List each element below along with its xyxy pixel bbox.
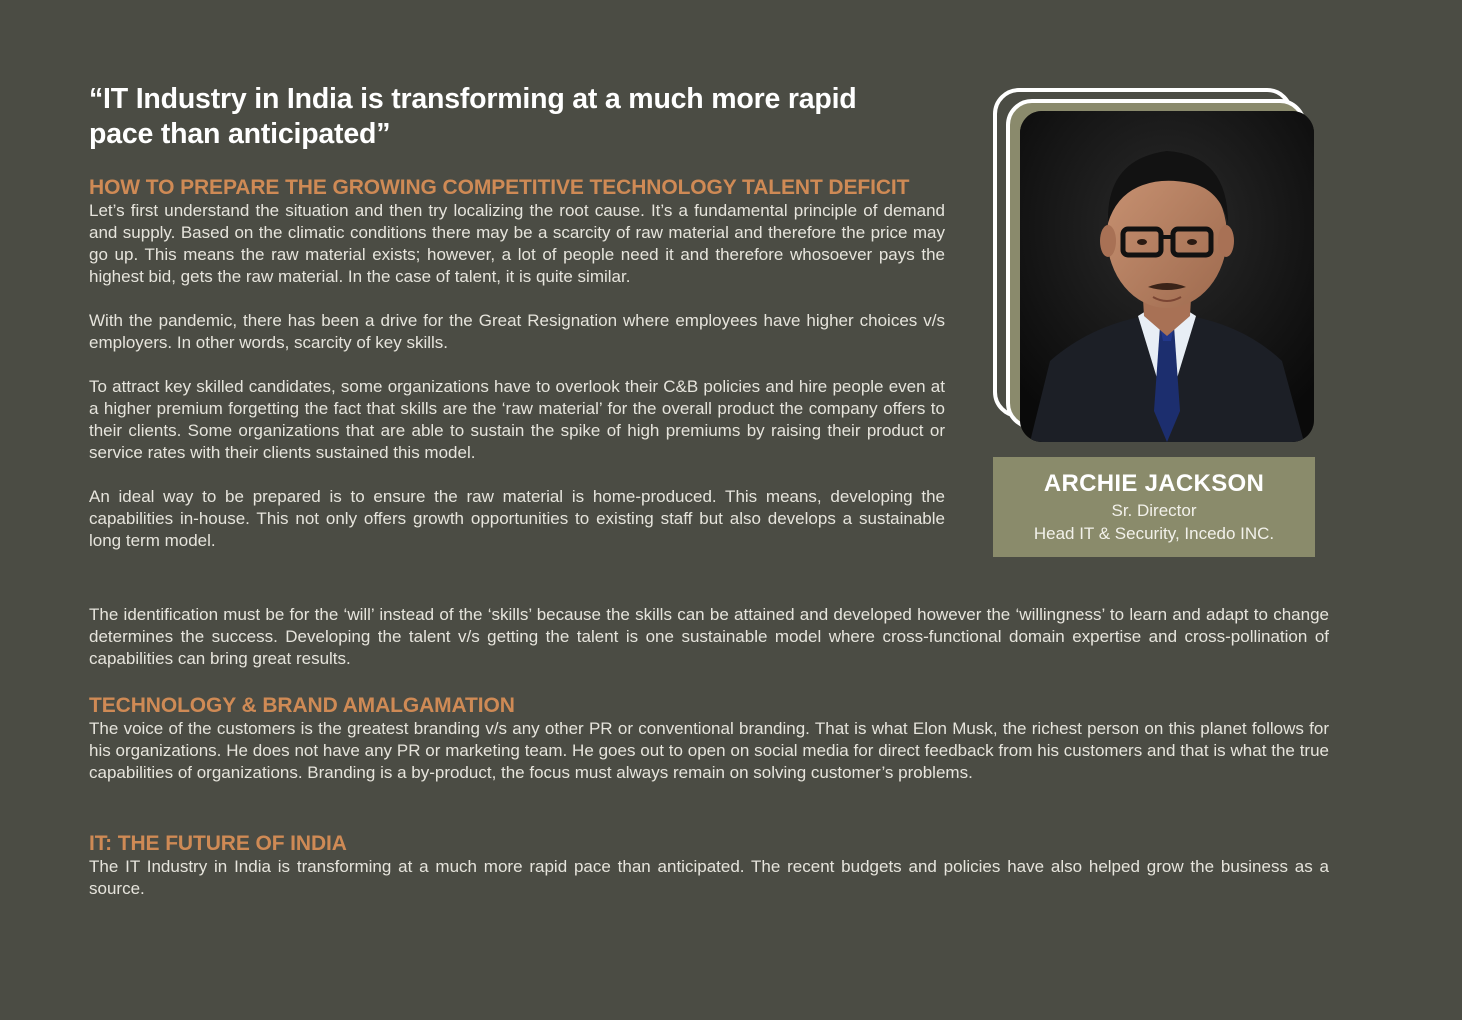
paragraph: The voice of the customers is the greatest branding v/s any other PR or conventional branding. That is what Elon Musk, the richest person on this planet follows for his organizations. He does not have any PR or marketing team. He goes out to open on social media for direct feedback from his customers and that is what the true capabilities of organizations. Branding is a by-product, the focus must always remain on solving customer’s problems. (89, 719, 1329, 782)
paragraph: The identification must be for the ‘will’ instead of the ‘skills’ because the skills can be attained and developed however the ‘willingness’ to learn and adapt to change determines the success. Developing the talent v/s getting the talent is one sustainable model where cross-functional domain expertise and cross-pollination of capabilities can bring great results. (89, 605, 1329, 668)
paragraph: An ideal way to be prepared is to ensure the raw material is home-produced. This means, developing the capabilities in-house. This not only offers growth opportunities to existing staff but also develops a sustainable long term model. (89, 487, 945, 550)
section-heading-future: IT: THE FUTURE OF INDIA (89, 832, 347, 855)
section-heading-talent: HOW TO PREPARE THE GROWING COMPETITIVE TECHNOLOGY TALENT DEFICIT (89, 176, 910, 199)
section-heading-brand: TECHNOLOGY & BRAND AMALGAMATION (89, 694, 515, 717)
profile-title: Sr. Director (1111, 501, 1197, 520)
paragraph: With the pandemic, there has been a drive for the Great Resignation where employees have higher choices v/s employers. In other words, scarcity of key skills. (89, 311, 945, 352)
pull-quote: “IT Industry in India is transforming at a much more rapid pace than anticipated” (89, 83, 857, 150)
profile-name: ARCHIE JACKSON (1043, 470, 1265, 497)
paragraph: Let’s first understand the situation and then try localizing the root cause. It’s a fundamental principle of demand and supply. Based on the climatic conditions there may be a scarcity of raw material and therefore the price may go up. This means the raw material exists; however, a lot of people need it and therefore whosoever pays the highest bid, gets the raw material. In the case of talent, it is quite similar. (89, 201, 945, 286)
paragraph: The IT Industry in India is transforming at a much more rapid pace than anticipated. The recent budgets and policies have also helped grow the business as a source. (89, 857, 1329, 898)
profile-photo (1020, 111, 1314, 442)
section-brand-amalgamation (89, 694, 1329, 784)
section-future-of-india (89, 832, 1329, 900)
person-portrait-illustration (1020, 111, 1314, 442)
paragraph: To attract key skilled candidates, some organizations have to overlook their C&B policies and hire people even at a higher premium forgetting the fact that skills are the ‘raw material’ for the overall product the company offers to their clients. Some organizations that are able to sustain the spike of high premiums by raising their product or service rates with their clients sustained this model. (89, 377, 945, 462)
profile-caption (993, 457, 1315, 557)
section-talent-deficit (89, 176, 945, 552)
profile-role: Head IT & Security, Incedo INC. (1033, 524, 1275, 543)
